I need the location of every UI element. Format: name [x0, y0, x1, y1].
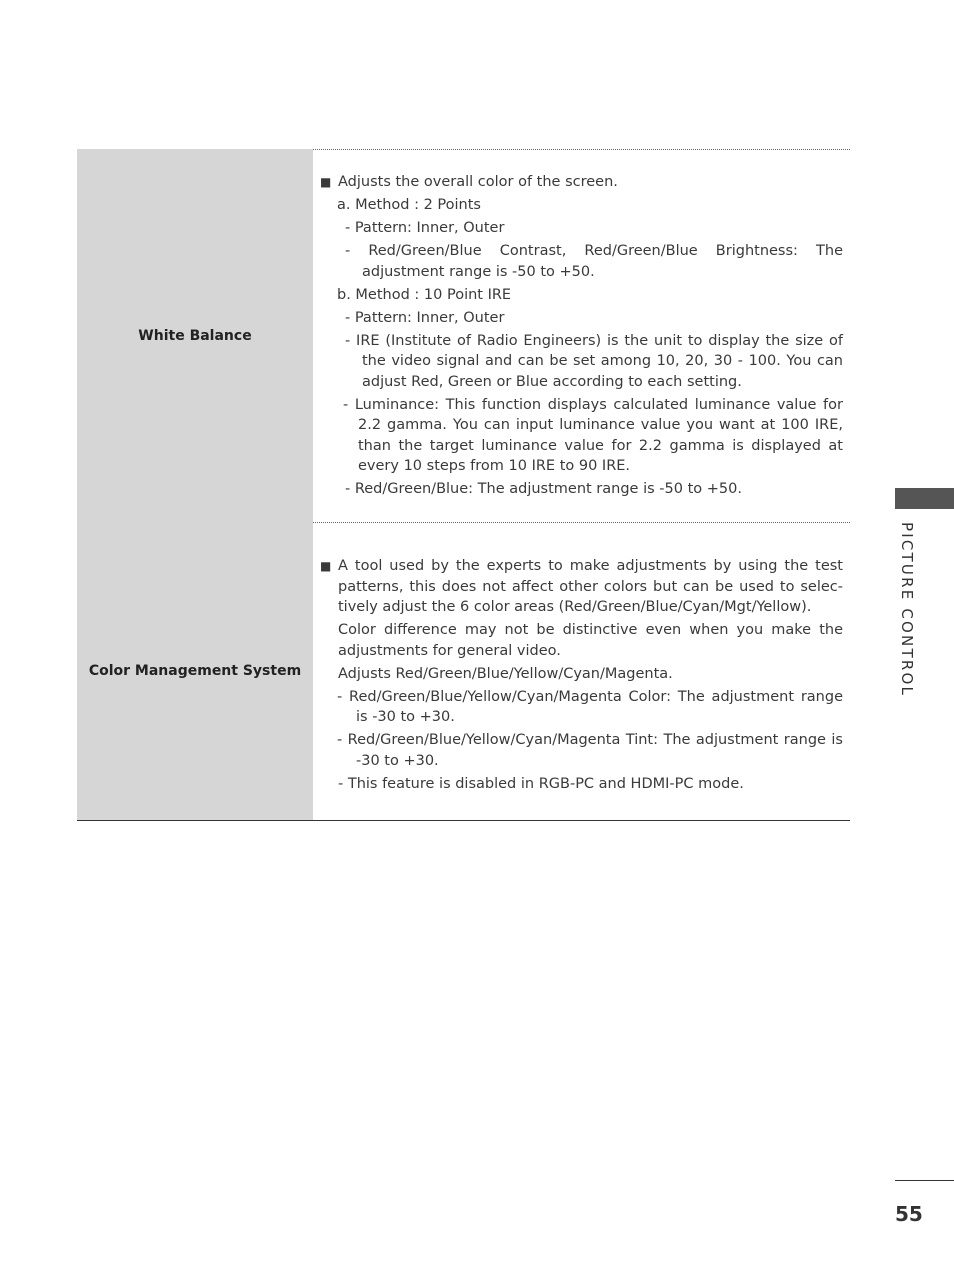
table-row-white-balance: [77, 149, 850, 522]
method-b-heading: b. Method : 10 Point IRE: [337, 286, 512, 303]
row-content-white-balance: [313, 149, 850, 522]
table-row-color-management: [77, 522, 850, 821]
list-item: - Red/Green/Blue: The adjustment range is -50 to +50.: [345, 481, 742, 497]
bullet-square-icon: ■: [320, 175, 332, 189]
list-item: - Red/Green/Blue/Yellow/Cyan/Magenta Tint: The adjustment range is -30 to +30.: [337, 732, 843, 769]
row-content-color-management: [313, 522, 850, 820]
note-text: Color difference may not be distinctive even when you make the adjustments for general video.: [338, 622, 843, 659]
bullet-square-icon: ■: [320, 559, 332, 573]
section-title-vertical: PICTURE CONTROL: [898, 522, 916, 698]
list-item: - Red/Green/Blue Contrast, Red/Green/Blue Brightness: The adjustment range is -50 to +50.: [345, 243, 843, 280]
method-a-heading: a. Method : 2 Points: [337, 197, 481, 213]
row-label-color-management: Color Management System: [77, 522, 313, 820]
list-item: - Luminance: This function displays calculated luminance value for 2.2 gamma. You can input luminance value you want at 100 IRE, than the target luminance value for 2.2 gamma is displayed at every 10 steps from 10 IRE to 90 IRE.: [343, 396, 843, 474]
adjusts-text: Adjusts Red/Green/Blue/Yellow/Cyan/Magenta.: [338, 665, 673, 682]
section-tab-marker: [895, 488, 954, 509]
list-item: - Red/Green/Blue/Yellow/Cyan/Magenta Color: The adjustment range is -30 to +30.: [337, 688, 843, 725]
list-item: - Pattern: Inner, Outer: [345, 309, 505, 326]
settings-table: [77, 149, 850, 821]
description-bullet: [313, 556, 843, 618]
page-number-rule: [895, 1180, 954, 1181]
row-label-white-balance: White Balance: [77, 149, 313, 522]
description-text: A tool used by the experts to make adjustments by using the test patterns, this does not affect other colors but can be used to selec- tively adjust the 6 color areas (Red/Green/Blue/Cyan/Mgt/Yellow).: [338, 558, 843, 615]
page-number: 55: [895, 1202, 923, 1226]
list-item: - IRE (Institute of Radio Engineers) is the unit to display the size of the video signal and can be set among 10, 20, 30 - 100. You can adjust Red, Green or Blue according to each setting.: [345, 332, 843, 390]
list-item: - Pattern: Inner, Outer: [345, 220, 505, 236]
description-bullet: [313, 172, 843, 193]
list-item: - This feature is disabled in RGB-PC and HDMI-PC mode.: [338, 775, 744, 792]
description-text: Adjusts the overall color of the screen.: [338, 174, 618, 190]
